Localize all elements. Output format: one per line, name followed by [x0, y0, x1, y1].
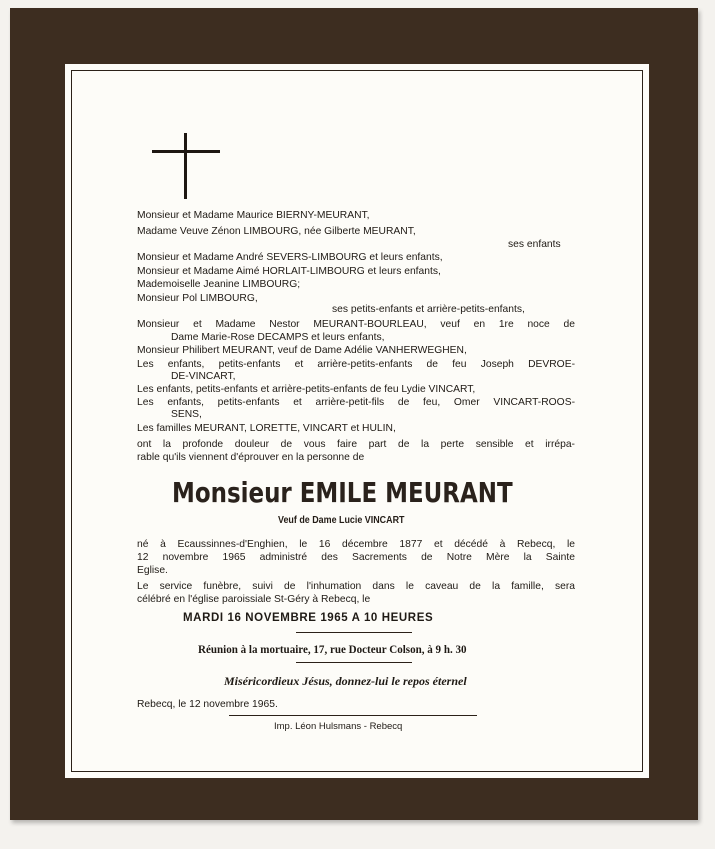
- cross-icon: [152, 133, 220, 203]
- deceased-name: Monsieur EMILE MEURANT: [172, 476, 513, 509]
- family-line: Monsieur Philibert MEURANT, veuf de Dame Adélie VANHERWEGHEN,: [137, 345, 467, 356]
- family-line: Monsieur et Madame Maurice BIERNY-MEURANT,: [137, 210, 370, 221]
- divider: [229, 715, 477, 716]
- family-line: Les enfants, petits-enfants et arrière-petits-enfants de feu Lydie VINCART,: [137, 384, 476, 395]
- place-date: Rebecq, le 12 novembre 1965.: [137, 699, 278, 710]
- details-line: né à Ecaussinnes-d'Enghien, le 16 décembre 1877 et décédé à Rebecq, le: [137, 539, 575, 550]
- service-datetime: MARDI 16 NOVEMBRE 1965 A 10 HEURES: [183, 612, 434, 624]
- divider: [296, 632, 412, 633]
- family-line: ses petits-enfants et arrière-petits-enfants,: [332, 304, 525, 315]
- mourning-card-border: [10, 8, 698, 820]
- family-line: Monsieur et Madame Nestor MEURANT-BOURLEAU, veuf en 1re noce de: [137, 319, 575, 330]
- family-line: Monsieur et Madame André SEVERS-LIMBOURG et leurs enfants,: [137, 252, 443, 263]
- family-line: Les enfants, petits-enfants et arrière-petit-fils de feu, Omer VINCART-ROOS-: [137, 397, 575, 408]
- details-line: célébré en l'église paroissiale St-Géry à Rebecq, le: [137, 594, 371, 605]
- family-line: SENS,: [171, 409, 202, 420]
- announcement-line: rable qu'ils viennent d'éprouver en la personne de: [137, 452, 365, 463]
- details-line: 12 novembre 1965 administré des Sacrements de Notre Mère la Sainte: [137, 552, 575, 563]
- family-line: ses enfants: [508, 239, 561, 250]
- gathering-info: Réunion à la mortuaire, 17, rue Docteur Colson, à 9 h. 30: [198, 642, 467, 656]
- details-line: Le service funèbre, suivi de l'inhumation dans le caveau de la famille, sera: [137, 581, 575, 592]
- family-line: Les enfants, petits-enfants et arrière-petits-enfants de feu Joseph DEVROE-: [137, 359, 575, 370]
- widower-of: Veuf de Dame Lucie VINCART: [278, 514, 405, 526]
- family-line: DE-VINCART,: [171, 371, 236, 382]
- details-line: Eglise.: [137, 565, 168, 576]
- family-line: Les familles MEURANT, LORETTE, VINCART et HULIN,: [137, 423, 396, 434]
- family-line: Mademoiselle Jeanine LIMBOURG;: [137, 279, 301, 290]
- family-line: Dame Marie-Rose DECAMPS et leurs enfants,: [171, 332, 385, 343]
- printer-credit: Imp. Léon Hulsmans - Rebecq: [274, 721, 403, 732]
- announcement-line: ont la profonde douleur de vous faire part de la perte sensible et irrépa-: [137, 439, 575, 450]
- divider: [296, 662, 412, 663]
- family-line: Monsieur et Madame Aimé HORLAIT-LIMBOURG et leurs enfants,: [137, 266, 441, 277]
- family-line: Monsieur Pol LIMBOURG,: [137, 293, 258, 304]
- family-line: Madame Veuve Zénon LIMBOURG, née Gilberte MEURANT,: [137, 226, 416, 237]
- prayer: Miséricordieux Jésus, donnez-lui le repos éternel: [224, 674, 467, 688]
